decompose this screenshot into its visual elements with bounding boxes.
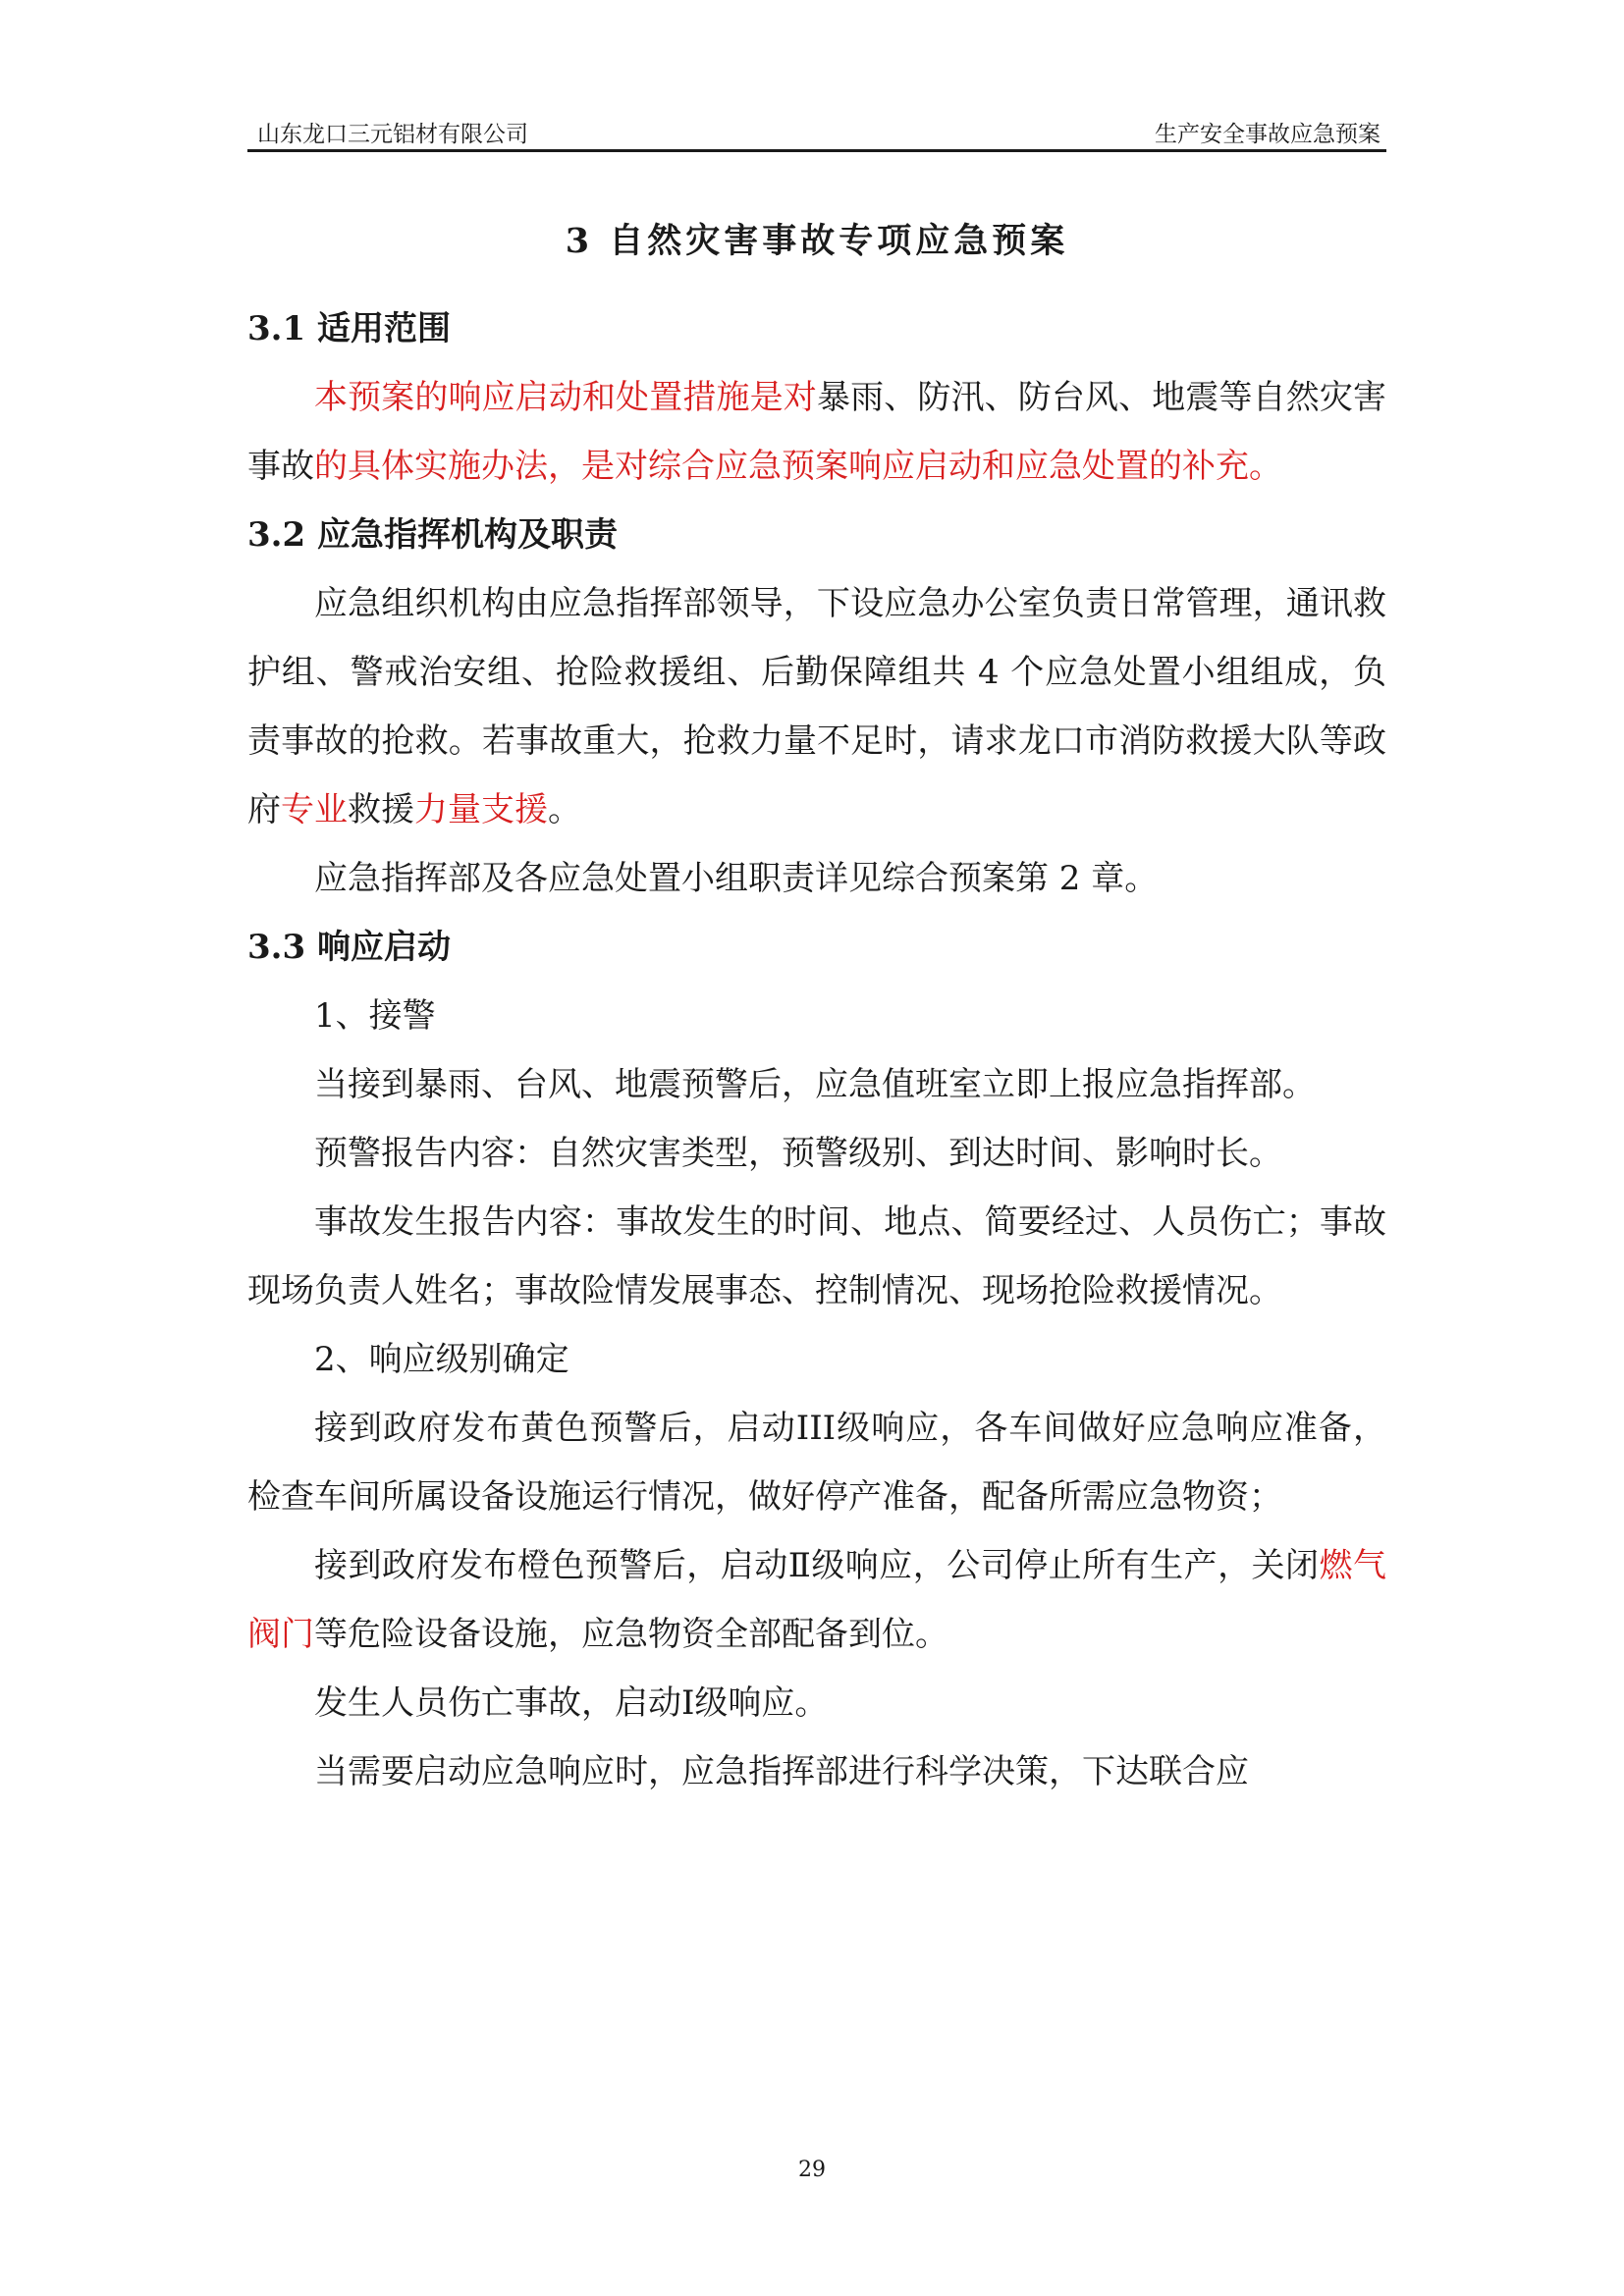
paragraph-level-3-response: 接到政府发布黄色预警后，启动III级响应，各车间做好应急响应准备，检查车间所属设备设施运行情况，做好停产准备，配备所需应急物资；	[247, 1409, 1386, 1517]
page-number: 29	[798, 2158, 826, 2182]
text-run: 接到政府发布橙色预警后，启动Ⅱ级响应，公司停止所有生产，关闭	[314, 1546, 1320, 1585]
document-body	[247, 294, 1386, 1806]
text-run: 专业	[281, 790, 348, 829]
text-run: 等危险设备设施，应急物资全部配备到位。	[314, 1615, 948, 1654]
paragraph-level-2-response	[247, 1531, 1386, 1669]
paragraph-alarm-report: 当接到暴雨、台风、地震预警后，应急值班室立即上报应急指挥部。	[314, 1065, 1316, 1104]
paragraph-warning-content: 预警报告内容：自然灾害类型，预警级别、到达时间、影响时长。	[314, 1134, 1282, 1173]
page-header	[247, 114, 1386, 152]
paragraph-joint-response: 当需要启动应急响应时，应急指挥部进行科学决策，下达联合应	[314, 1752, 1249, 1791]
paragraph-level-1-response: 发生人员伤亡事故，启动Ⅰ级响应。	[314, 1683, 829, 1723]
paragraph-accident-report-content: 事故发生报告内容：事故发生的时间、地点、简要经过、人员伤亡；事故现场负责人姓名；事故险情发展事态、控制情况、现场抢险救援情况。	[247, 1202, 1386, 1310]
subheading-response-level: 2、响应级别确定	[314, 1340, 569, 1379]
header-doc-title: 生产安全事故应急预案	[1155, 122, 1380, 147]
heading-3-1: 3.1 适用范围	[247, 309, 451, 348]
text-run: 力量支援	[414, 790, 548, 829]
header-company: 山东龙口三元铝材有限公司	[257, 122, 528, 147]
text-run: 救援	[348, 790, 414, 829]
heading-3-3: 3.3 响应启动	[247, 928, 451, 967]
heading-3-2: 3.2 应急指挥机构及职责	[247, 515, 618, 555]
paragraph-3-2-duties: 应急指挥部及各应急处置小组职责详见综合预案第 2 章。	[314, 859, 1159, 898]
text-run: 的具体实施办法，是对综合应急预案响应启动和应急处置的补充。	[314, 447, 1282, 486]
page-title: 3 自然灾害事故专项应急预案	[565, 221, 1069, 261]
paragraph-3-1-scope	[247, 363, 1386, 501]
text-run: 暴雨、防汛、防台风、地震等自然灾害事故	[247, 378, 1387, 486]
text-run: 本预案的响应启动和处置措施是对	[314, 378, 817, 417]
paragraph-3-2-organization	[247, 569, 1386, 844]
text-run: 。	[548, 790, 581, 829]
text-run: 燃气阀门	[247, 1546, 1387, 1654]
subheading-receive-alarm: 1、接警	[314, 996, 436, 1036]
text-run: 应急组织机构由应急指挥部领导，下设应急办公室负责日常管理，通讯救护组、警戒治安组、抢险救援组、后勤保障组共 4 个应急处置小组组成，负责事故的抢救。若事故重大，抢救力量不足时，请求龙口市消防救援大队等政府	[247, 584, 1386, 829]
